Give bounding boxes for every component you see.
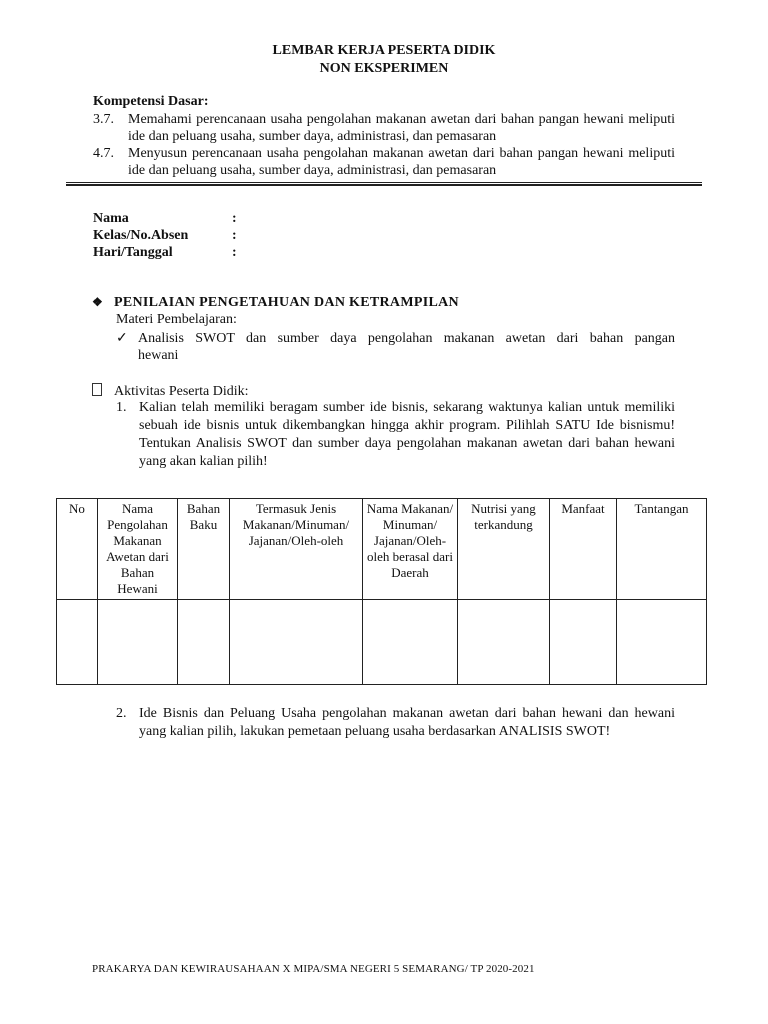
- table-row: [57, 600, 707, 685]
- field-colon: :: [232, 228, 237, 243]
- header-divider-thin: [66, 182, 702, 183]
- field-kelas-absen[interactable]: [93, 228, 237, 244]
- aktivitas-text: Aktivitas Peserta Didik:: [114, 384, 249, 399]
- activity-step: [116, 399, 675, 471]
- field-label: Kelas/No.Absen: [93, 228, 189, 243]
- table-cell[interactable]: [458, 600, 550, 685]
- field-label: Hari/Tanggal: [93, 245, 173, 260]
- table-cell[interactable]: [98, 600, 178, 685]
- kompetensi-item: [93, 111, 675, 145]
- materi-text-line2: hewani: [138, 348, 179, 363]
- table-cell[interactable]: [230, 600, 363, 685]
- table-header-cell: Manfaat: [550, 499, 617, 600]
- section-heading: [92, 295, 459, 311]
- field-colon: :: [232, 211, 237, 226]
- document-title: LEMBAR KERJA PESERTA DIDIK: [272, 43, 496, 58]
- step-text: Kalian telah memiliki beragam sumber ide bisnis, sekarang waktunya kalian untuk memiliki sebuah ide bisnis untuk dikembangkan hingga akhir program. Pilihlah SATU Ide bisnismu! Tentukan Analisis SWOT dan sumber daya pengolahan makanan awetan dari bahan hewani yang akan kalian pilih!: [139, 400, 675, 469]
- square-bullet-icon: [92, 383, 102, 396]
- table-cell[interactable]: [363, 600, 458, 685]
- table-cell[interactable]: [178, 600, 230, 685]
- table-header-cell: Tantangan: [617, 499, 707, 600]
- section-heading-text: PENILAIAN PENGETAHUAN DAN KETRAMPILAN: [114, 295, 459, 310]
- page-footer: PRAKARYA DAN KEWIRAUSAHAAN X MIPA/SMA NEGERI 5 SEMARANG/ TP 2020-2021: [92, 963, 535, 975]
- header-divider-thick: [66, 184, 702, 186]
- table-header-cell: Nama Pengolahan Makanan Awetan dari Bahan Hewani: [98, 499, 178, 600]
- kompetensi-text: Memahami perencanaan usaha pengolahan makanan awetan dari bahan pangan hewani meliputi ide dan peluang usaha, sumber daya, administrasi, dan pemasaran: [128, 112, 675, 144]
- checkmark-icon: ✓: [116, 331, 128, 346]
- step-text: Ide Bisnis dan Peluang Usaha pengolahan makanan awetan dari bahan hewani dan hewani yang kalian pilih, lakukan pemetaan peluang usaha berdasarkan ANALISIS SWOT!: [139, 706, 675, 739]
- table-cell[interactable]: [617, 600, 707, 685]
- table-header-cell: Bahan Baku: [178, 499, 230, 600]
- aktivitas-label: [92, 383, 249, 400]
- materi-text-line1: Analisis SWOT dan sumber daya pengolahan makanan awetan dari bahan pangan: [138, 331, 675, 346]
- diamond-bullet-icon: ❖: [92, 295, 104, 309]
- materi-item: [116, 330, 675, 364]
- activity-table: [56, 498, 707, 685]
- kompetensi-number: 4.7.: [93, 146, 114, 161]
- table-header-cell: Nama Makanan/ Minuman/ Jajanan/Oleh-oleh berasal dari Daerah: [363, 499, 458, 600]
- kompetensi-text: Menyusun perencanaan usaha pengolahan makanan awetan dari bahan pangan hewani meliputi ide dan peluang usaha, sumber daya, administrasi, dan pemasaran: [128, 146, 675, 178]
- materi-label: Materi Pembelajaran:: [116, 312, 237, 327]
- table-header-row: [57, 499, 707, 600]
- table-cell[interactable]: [550, 600, 617, 685]
- table-header-cell: No: [57, 499, 98, 600]
- activity-step: [116, 705, 675, 741]
- field-hari-tanggal[interactable]: [93, 245, 237, 261]
- table-header-cell: Termasuk Jenis Makanan/Minuman/ Jajanan/Oleh-oleh: [230, 499, 363, 600]
- step-number: 1.: [116, 400, 127, 415]
- table-cell[interactable]: [57, 600, 98, 685]
- field-colon: :: [232, 245, 237, 260]
- step-number: 2.: [116, 706, 127, 721]
- kompetensi-number: 3.7.: [93, 112, 114, 127]
- field-nama[interactable]: [93, 211, 237, 227]
- document-subtitle: NON EKSPERIMEN: [319, 61, 449, 76]
- kompetensi-item: [93, 145, 675, 179]
- table-header-cell: Nutrisi yang terkandung: [458, 499, 550, 600]
- kompetensi-heading: Kompetensi Dasar:: [93, 94, 209, 109]
- field-label: Nama: [93, 211, 129, 226]
